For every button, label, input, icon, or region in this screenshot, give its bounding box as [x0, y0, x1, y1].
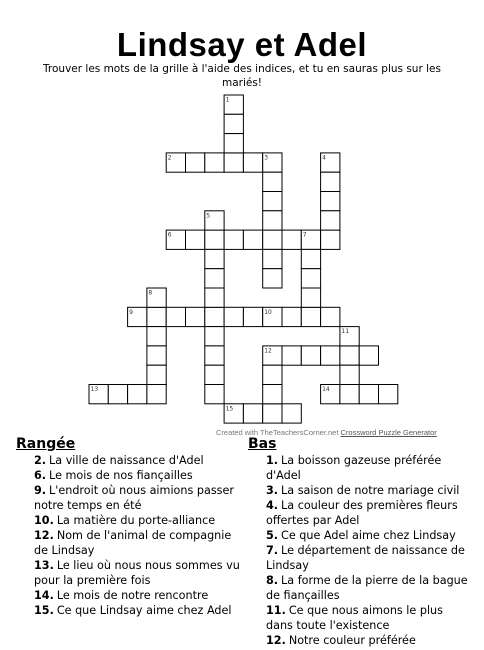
grid-number: 8 — [148, 289, 153, 297]
clue-number: 9. — [34, 484, 47, 497]
grid-cell[interactable] — [147, 327, 166, 346]
grid-cell[interactable] — [205, 230, 224, 249]
down-clue — [248, 603, 468, 633]
grid-cell[interactable] — [301, 346, 320, 365]
grid-cell[interactable] — [321, 192, 340, 211]
grid-number: 12 — [264, 347, 272, 355]
clue-text: Ce que nous aimons le plus dans toute l'existence — [266, 604, 443, 632]
puzzle-title: Lindsay et Adel — [116, 26, 368, 63]
grid-cell[interactable] — [282, 346, 301, 365]
grid-cell[interactable] — [186, 230, 205, 249]
puzzle-instructions: Trouver les mots de la grille à l'aide des indices, et tu en sauras plus sur les mariés! — [43, 63, 441, 89]
grid-number: 13 — [90, 386, 99, 393]
down-clue — [248, 498, 468, 528]
grid-cell[interactable] — [321, 346, 340, 365]
grid-cell[interactable] — [205, 365, 224, 384]
across-clue — [16, 513, 246, 528]
grid-cell[interactable] — [205, 249, 224, 268]
grid-number: 4 — [322, 154, 326, 162]
clue-text: Le mois de nos fiançailles — [49, 469, 193, 482]
clue-number: 3. — [266, 484, 279, 497]
grid-number: 10 — [264, 308, 272, 316]
grid-cell[interactable] — [205, 385, 224, 404]
grid-cell[interactable] — [340, 385, 359, 404]
grid-cell[interactable] — [321, 211, 340, 230]
grid-cell[interactable] — [243, 404, 262, 423]
grid-cell[interactable] — [224, 307, 243, 326]
grid-cell[interactable] — [359, 385, 378, 404]
grid-cell[interactable] — [340, 365, 359, 384]
grid-cell[interactable] — [263, 365, 282, 384]
grid-cell[interactable] — [128, 385, 147, 404]
grid-cell[interactable] — [301, 307, 320, 326]
across-clue — [16, 588, 246, 603]
grid-cell[interactable] — [263, 192, 282, 211]
grid-cell[interactable] — [147, 307, 166, 326]
grid-cell[interactable] — [186, 307, 205, 326]
across-clues — [16, 436, 246, 618]
down-clues — [248, 436, 468, 648]
grid-number: 15 — [225, 405, 234, 413]
clue-number: 15. — [34, 604, 54, 617]
grid-cell[interactable] — [263, 269, 282, 288]
clue-text: La matière du porte-alliance — [56, 514, 216, 527]
grid-cell[interactable] — [243, 230, 262, 249]
grid-cell[interactable] — [186, 153, 205, 172]
grid-cell[interactable] — [263, 385, 282, 404]
clue-number: 5. — [266, 529, 279, 542]
clue-number: 1. — [266, 454, 279, 467]
down-clue — [248, 633, 468, 648]
across-clue — [16, 528, 246, 558]
grid-cell[interactable] — [243, 307, 262, 326]
clue-text: Le lieu où nous nous sommes vu pour la première fois — [34, 559, 240, 587]
across-clue — [16, 468, 246, 483]
clue-text: La couleur des premières fleurs offertes par Adel — [266, 499, 458, 527]
grid-number: 11 — [341, 328, 350, 336]
grid-cell[interactable] — [205, 269, 224, 288]
grid-number: 5 — [206, 212, 211, 220]
grid-cell[interactable] — [301, 288, 320, 307]
clue-text: Ce que Adel aime chez Lindsay — [281, 529, 456, 542]
grid-cell[interactable] — [205, 153, 224, 172]
clue-number: 14. — [34, 589, 54, 602]
down-heading: Bas — [248, 436, 277, 452]
grid-cell[interactable] — [282, 307, 301, 326]
across-clue — [16, 558, 246, 588]
clue-text: La forme de la pierre de la bague de fiançailles — [266, 574, 468, 602]
grid-number: 2 — [167, 154, 172, 162]
grid-cell[interactable] — [147, 365, 166, 384]
grid-cell[interactable] — [282, 230, 301, 249]
grid-cell[interactable] — [263, 404, 282, 423]
clue-number: 6. — [34, 469, 47, 482]
grid-cell[interactable] — [321, 230, 340, 249]
grid-cell[interactable] — [263, 211, 282, 230]
grid-cell[interactable] — [205, 307, 224, 326]
grid-cell[interactable] — [224, 230, 243, 249]
grid-cell[interactable] — [205, 346, 224, 365]
clue-text: La saison de notre mariage civil — [281, 484, 460, 497]
clue-text: Le département de naissance de Lindsay — [266, 544, 465, 572]
clue-number: 2. — [34, 454, 47, 467]
grid-cell[interactable] — [301, 269, 320, 288]
grid-number: 3 — [264, 154, 269, 162]
clue-text: L'endroit où nous aimions passer notre temps en été — [34, 484, 234, 512]
down-clue — [248, 453, 468, 483]
clue-text: La ville de naissance d'Adel — [49, 454, 204, 467]
clue-text: Le mois de notre rencontre — [56, 589, 209, 602]
clue-text: Notre couleur préférée — [288, 634, 416, 647]
grid-cell[interactable] — [263, 249, 282, 268]
grid-cell[interactable] — [205, 288, 224, 307]
clue-number: 12. — [34, 529, 54, 542]
clue-number: 11. — [266, 604, 286, 617]
grid-cell[interactable] — [243, 153, 262, 172]
credit-prefix: Created with TheTeachersCorner.net — [216, 428, 341, 437]
credit-link[interactable]: Crossword Puzzle Generator — [340, 428, 437, 437]
grid-cell[interactable] — [224, 114, 243, 133]
clue-number: 12. — [266, 634, 286, 647]
grid-cell[interactable] — [147, 385, 166, 404]
across-clue — [16, 453, 246, 468]
down-clue — [248, 528, 468, 543]
clue-number: 4. — [266, 499, 279, 512]
clue-text: Nom de l'animal de compagnie de Lindsay — [34, 529, 232, 557]
grid-cell[interactable] — [359, 346, 378, 365]
grid-number: 1 — [225, 96, 230, 104]
grid-cell[interactable] — [224, 153, 243, 172]
clue-number: 13. — [34, 559, 54, 572]
grid-number: 6 — [167, 231, 172, 239]
grid-cell[interactable] — [321, 172, 340, 191]
clue-number: 8. — [266, 574, 279, 587]
grid-cell[interactable] — [224, 134, 243, 153]
grid-cell[interactable] — [340, 346, 359, 365]
clue-text: La boisson gazeuse préférée d'Adel — [266, 454, 442, 482]
clue-text: Ce que Lindsay aime chez Adel — [56, 604, 232, 617]
down-clue — [248, 543, 468, 573]
grid-cell[interactable] — [321, 307, 340, 326]
grid-cell[interactable] — [379, 385, 398, 404]
across-clue — [16, 603, 246, 618]
grid-cell[interactable] — [301, 249, 320, 268]
down-clue — [248, 573, 468, 603]
grid-cell[interactable] — [263, 172, 282, 191]
grid-number: 14 — [322, 386, 330, 393]
clue-number: 7. — [266, 544, 279, 557]
grid-cell[interactable] — [205, 327, 224, 346]
across-clue — [16, 483, 246, 513]
grid-number: 9 — [129, 308, 133, 316]
grid-cell[interactable] — [282, 404, 301, 423]
down-clue — [248, 483, 468, 498]
grid-number: 7 — [302, 231, 307, 239]
grid-cell[interactable] — [147, 346, 166, 365]
clue-number: 10. — [34, 514, 54, 527]
grid-cell[interactable] — [263, 230, 282, 249]
grid-cell[interactable] — [166, 307, 185, 326]
grid-cell[interactable] — [108, 385, 127, 404]
across-heading: Rangée — [16, 436, 76, 452]
